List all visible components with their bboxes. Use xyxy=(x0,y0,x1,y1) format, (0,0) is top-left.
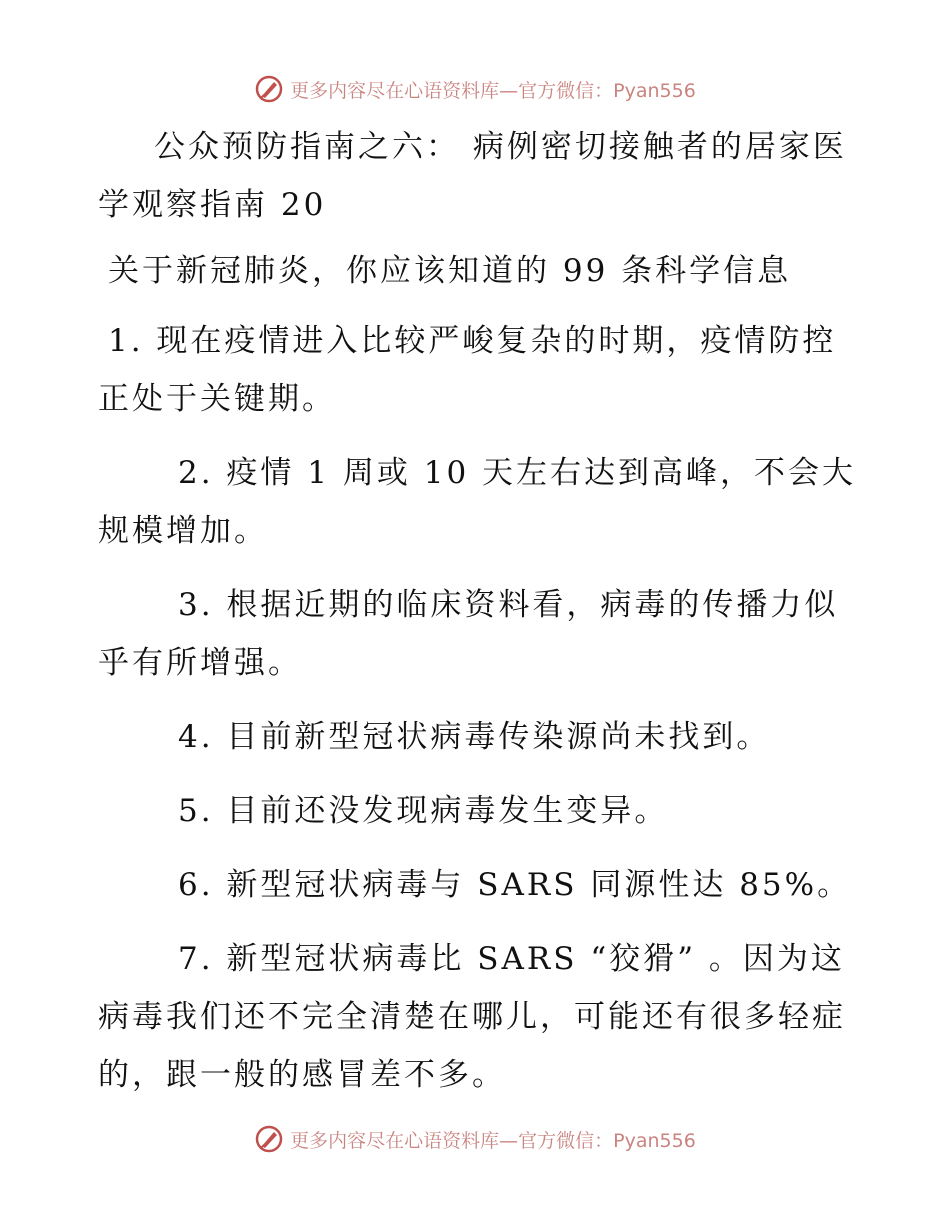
list-item: 5. 目前还没发现病毒发生变异。 xyxy=(178,793,669,829)
feather-logo-icon xyxy=(254,1124,284,1154)
watermark-header xyxy=(0,72,950,106)
watermark-footer xyxy=(0,1122,950,1156)
watermark-text: 更多内容尽在心语资料库—官方微信：Pyan556 xyxy=(290,79,696,102)
feather-logo-icon xyxy=(254,74,284,104)
document-body xyxy=(98,118,858,1104)
document-title: 公众预防指南之六： 病例密切接触者的居家医学观察指南 20 xyxy=(98,129,847,223)
list-item: 1. 现在疫情进入比较严峻复杂的时期，疫情防控正处于关键期。 xyxy=(98,323,837,417)
list-item: 7. 新型冠状病毒比 SARS “狡猾” 。因为这病毒我们还不完全清楚在哪儿，可能还有很多轻症的，跟一般的感冒差不多。 xyxy=(98,941,846,1093)
list-item: 3. 根据近期的临床资料看，病毒的传播力似乎有所增强。 xyxy=(98,587,839,681)
list-item: 4. 目前新型冠状病毒传染源尚未找到。 xyxy=(178,719,771,755)
document-subtitle: 关于新冠肺炎，你应该知道的 99 条科学信息 xyxy=(108,253,792,289)
list-item: 2. 疫情 1 周或 10 天左右达到高峰，不会大规模增加。 xyxy=(98,455,857,549)
watermark-text: 更多内容尽在心语资料库—官方微信：Pyan556 xyxy=(290,1129,696,1152)
list-item: 6. 新型冠状病毒与 SARS 同源性达 85%。 xyxy=(178,867,852,903)
